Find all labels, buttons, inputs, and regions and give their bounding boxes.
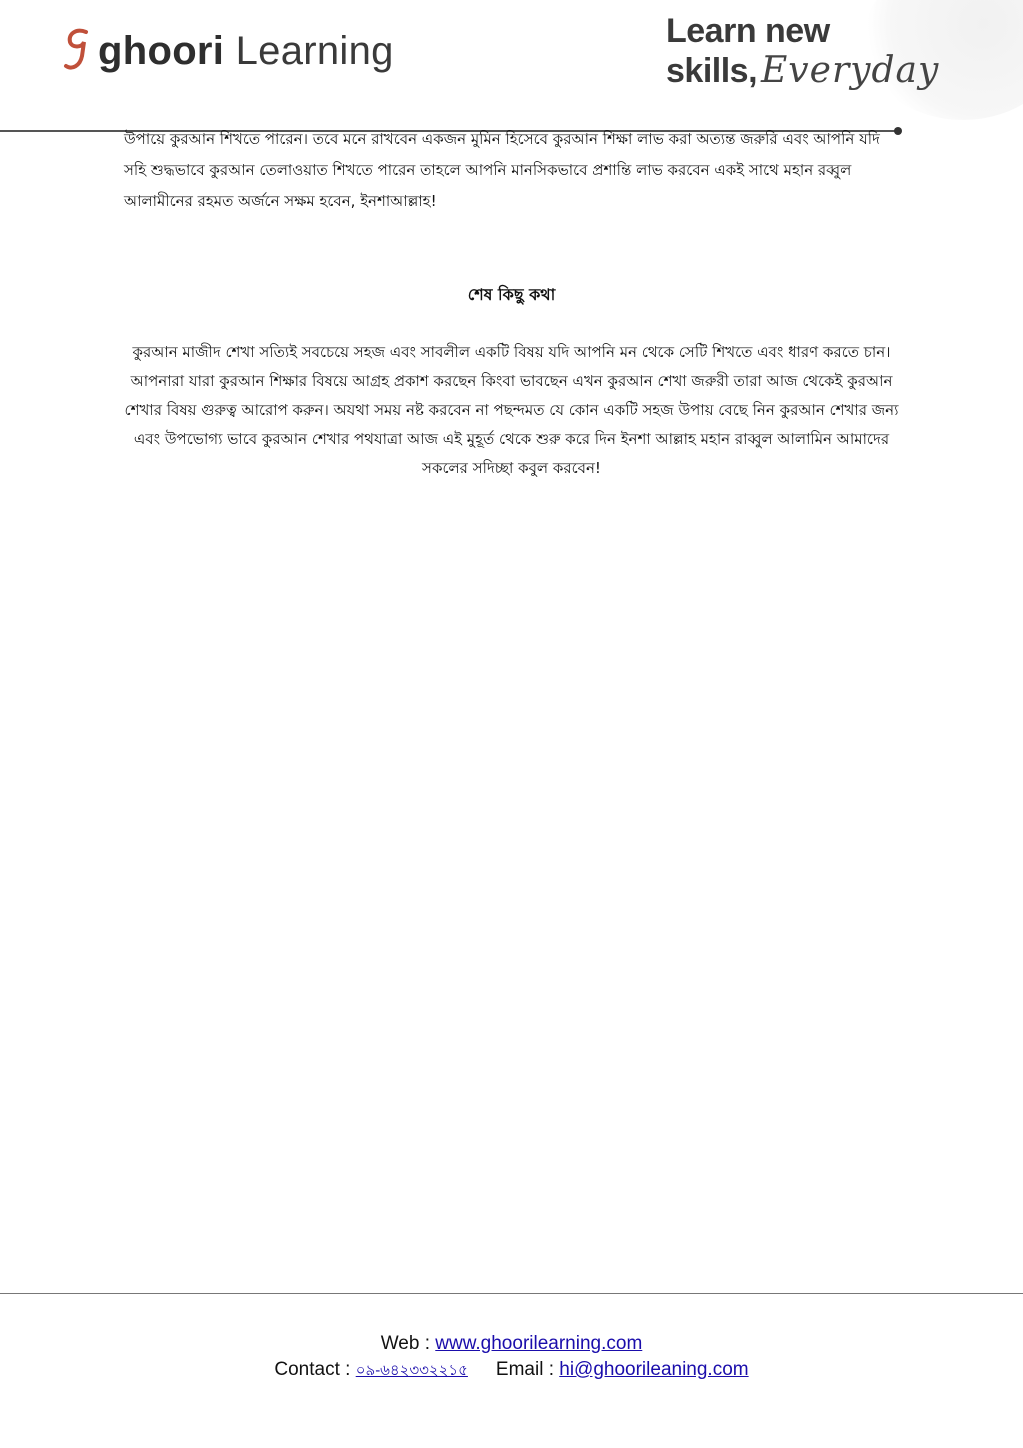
ghoori-learning-logo [62, 26, 394, 76]
tagline-line-1: Learn new [666, 12, 830, 50]
tagline-comma: , [748, 52, 758, 90]
intro-paragraph: উপায়ে কুরআন শিখতে পারেন। তবে মনে রাখবেন একজন মুমিন হিসেবে কুরআন শিক্ষা লাভ করা অত্যন্ত জরুরি এবং আপনি যদি সহি শুদ্ধভাবে কুরআন তেলাওয়াত শিখতে পারেন তাহলে আপনি মানসিকভাবে প্রশান্তি লাভ করবেন একই সাথে মহান রব্বুল আলামীনের রহমত অর্জনে সক্ষম হবেন, ইনশাআল্লাহ! [124, 130, 880, 210]
tagline [666, 12, 939, 91]
email-link[interactable]: hi@ghoorileaning.com [559, 1359, 749, 1380]
footer-divider [0, 1293, 1023, 1294]
tagline-line-2 [666, 50, 939, 91]
closing-paragraph: কুরআন মাজীদ শেখা সত্যিই সবচেয়ে সহজ এবং সাবলীল একটি বিষয় যদি আপনি মন থেকে সেটি শিখতে এবং ধারণ করতে চান। আপনারা যারা কুরআন শিক্ষার বিষয়ে আগ্রহ প্রকাশ করছেন কিংবা ভাবছেন এখন কুরআন শেখা জরুরী তারা আজ থেকেই কুরআন শেখার বিষয় গুরুত্ব আরোপ করুন। অযথা সময় নষ্ট করবেন না পছন্দমত যে কোন একটি সহজ উপায় বেছে নিন কুরআন শেখার জন্য এবং উপভোগ্য ভাবে কুরআন শেখার পথযাত্রা আজ এই মুহূর্ত থেকে শুরু করে দিন ইনশা আল্লাহ মহান রাব্বুল আলামিন আমাদের সকলের সদিচ্ছা কবুল করবেন! [124, 343, 899, 477]
tagline-script: Everyday [761, 50, 940, 91]
logo-text-light: Learning [224, 28, 394, 73]
footer-contact-row [0, 1357, 1023, 1384]
email-label: Email : [495, 1359, 560, 1380]
website-link[interactable]: www.ghoorilearning.com [435, 1333, 643, 1354]
contact-phone-link[interactable]: ০৯-৬৪২৩৩২২১৫ [355, 1362, 468, 1379]
logo-text [98, 29, 394, 74]
section-heading: শেষ কিছু কথা [467, 285, 556, 304]
footer [0, 1331, 1023, 1384]
tagline-skills: skills [666, 52, 749, 90]
logo-text-bold: ghoori [98, 28, 225, 73]
contact-label: Contact : [274, 1359, 356, 1380]
footer-web-row [0, 1331, 1023, 1357]
logo-mark-icon [62, 26, 96, 76]
web-label: Web : [380, 1333, 436, 1354]
